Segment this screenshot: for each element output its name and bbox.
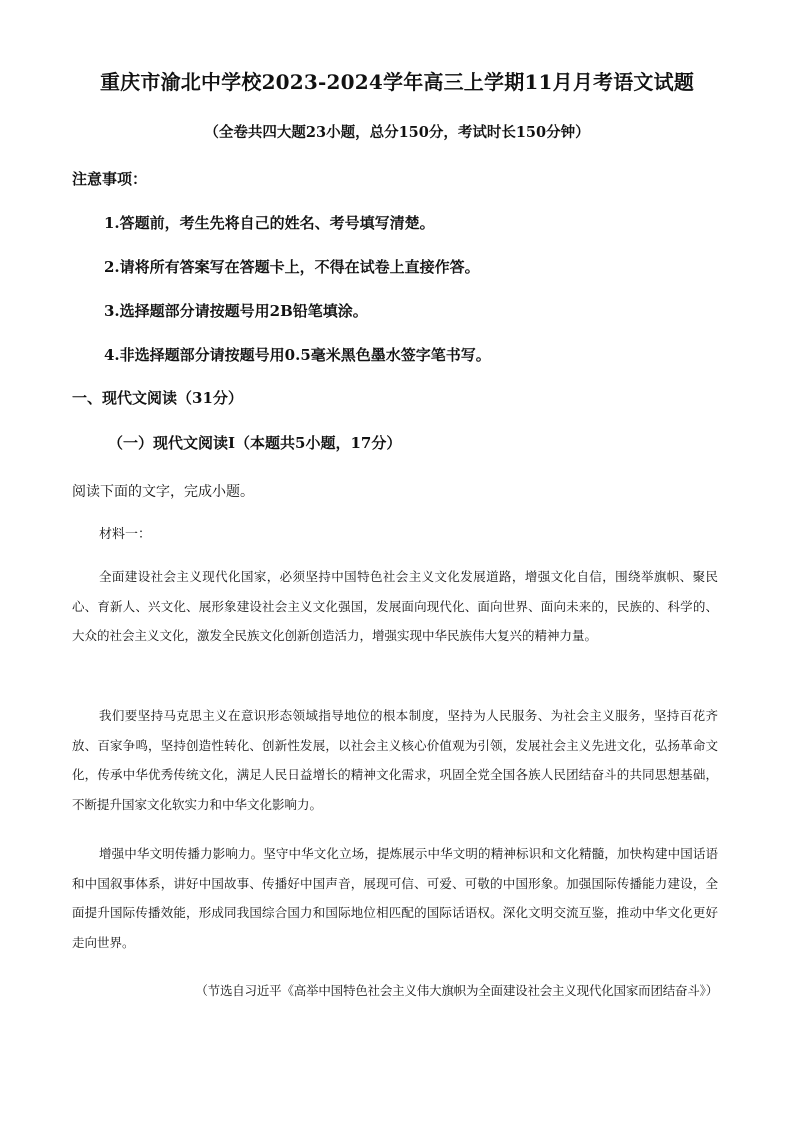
material-paragraph-3: 增强中华文明传播力影响力。坚守中华文化立场，提炼展示中华文明的精神标识和文化精髓，加快构建中国话语和中国叙事体系，讲好中国故事、传播好中国声音，展现可信、可爱、可敬的中国形象。加强国际传播能力建设，全面提升国际传播效能，形成同我国综合国力和国际地位相匹配的国际话语权。深化文明交流互鉴，推动中华文化更好走向世界。 xyxy=(72,846,718,950)
material-paragraph-2: 我们要坚持马克思主义在意识形态领域指导地位的根本制度，坚持为人民服务、为社会主义服务，坚持百花齐放、百家争鸣，坚持创造性转化、创新性发展，以社会主义核心价值观为引领，发展社会主义先进文化，弘扬革命文化，传承中华优秀传统文化，满足人民日益增长的精神文化需求，巩固全党全国各族人民团结奋斗的共同思想基础，不断提升国家文化软实力和中华文化影响力。 xyxy=(72,708,718,812)
exam-title: 重庆市渝北中学校2023-2024学年高三上学期11月月考语文试题 xyxy=(99,70,695,94)
notice-item-4: 4.非选择题部分请按题号用0.5毫米黑色墨水签字笔书写。 xyxy=(104,346,491,364)
notice-item-2: 2.请将所有答案写在答题卡上，不得在试卷上直接作答。 xyxy=(104,258,480,276)
subsection-heading: （一）现代文阅读Ⅰ（本题共5小题，17分） xyxy=(108,434,402,452)
material-paragraph-1: 全面建设社会主义现代化国家，必须坚持中国特色社会主义文化发展道路，增强文化自信，围绕举旗帜、聚民心、育新人、兴文化、展形象建设社会主义文化强国，发展面向现代化、面向世界、面向未来的，民族的、科学的、大众的社会主义文化，激发全民族文化创新创造活力，增强实现中华民族伟大复兴的精神力量。 xyxy=(72,569,718,643)
notice-item-3: 3.选择题部分请按题号用2B铅笔填涂。 xyxy=(104,302,368,320)
exam-subtitle: （全卷共四大题23小题，总分150分，考试时长150分钟） xyxy=(204,124,590,141)
material-label: 材料一： xyxy=(99,527,152,542)
source-citation: （节选自习近平《高举中国特色社会主义伟大旗帜为全面建设社会主义现代化国家而团结奋斗》） xyxy=(195,983,718,998)
section-heading: 一、现代文阅读（31分） xyxy=(72,389,243,407)
notice-item-1: 1.答题前，考生先将自己的姓名、考号填写清楚。 xyxy=(104,214,435,232)
reading-instruction: 阅读下面的文字，完成小题。 xyxy=(72,484,254,500)
notice-heading: 注意事项： xyxy=(72,170,148,188)
